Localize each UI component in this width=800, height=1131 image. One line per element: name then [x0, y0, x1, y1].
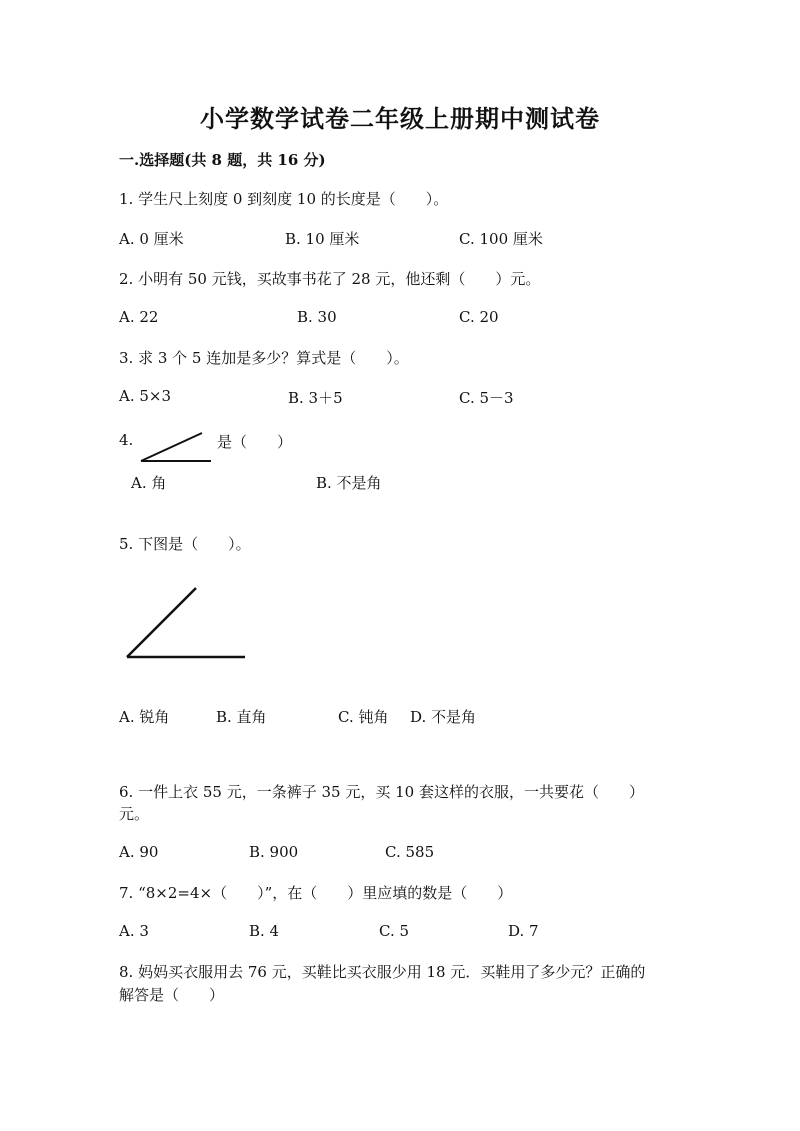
question-5-option-c[interactable]: C. 钝角: [338, 708, 389, 726]
question-7-option-c[interactable]: C. 5: [379, 922, 410, 940]
question-7-option-d[interactable]: D. 7: [508, 922, 539, 940]
question-2-option-a[interactable]: A. 22: [119, 308, 159, 326]
question-6-text-line1: 6. 一件上衣 55 元，一条裤子 35 元，买 10 套这样的衣服，一共要花（ ）: [119, 783, 644, 801]
question-5-option-d[interactable]: D. 不是角: [410, 708, 477, 726]
question-3-option-c[interactable]: C. 5－3: [459, 389, 514, 407]
question-1-text: 1. 学生尺上刻度 0 到刻度 10 的长度是（ ）。: [119, 190, 449, 208]
question-4-option-a[interactable]: A. 角: [131, 474, 167, 492]
question-4-number: 4.: [119, 431, 134, 449]
angle-ray-upper: [127, 588, 196, 657]
question-5-option-b[interactable]: B. 直角: [216, 708, 267, 726]
question-1-option-a[interactable]: A. 0 厘米: [119, 230, 184, 248]
question-4-text: 是（ ）: [217, 433, 293, 451]
question-5-option-a[interactable]: A. 锐角: [119, 708, 170, 726]
question-2-option-b[interactable]: B. 30: [297, 308, 337, 326]
question-8-text-line2: 解答是（ ）: [119, 986, 225, 1004]
question-7-text: 7. “8×2=4×（ ）”，在（ ）里应填的数是（ ）: [119, 884, 513, 902]
section-heading: 一.选择题(共 8 题，共 16 分): [119, 151, 326, 169]
question-6-option-a[interactable]: A. 90: [119, 843, 159, 861]
question-1-option-b[interactable]: B. 10 厘米: [285, 230, 360, 248]
question-7-option-a[interactable]: A. 3: [119, 922, 149, 940]
question-6-text-line2: 元。: [119, 805, 150, 823]
question-6-option-b[interactable]: B. 900: [249, 843, 299, 861]
question-2-option-c[interactable]: C. 20: [459, 308, 499, 326]
question-3-text: 3. 求 3 个 5 连加是多少？算式是（ ）。: [119, 349, 409, 367]
question-7-option-b[interactable]: B. 4: [249, 922, 280, 940]
question-4-angle-figure: [138, 430, 214, 464]
question-4-option-b[interactable]: B. 不是角: [316, 474, 382, 492]
question-2-text: 2. 小明有 50 元钱，买故事书花了 28 元，他还剩（ ）元。: [119, 270, 541, 288]
question-3-option-a[interactable]: A. 5×3: [119, 387, 172, 405]
question-3-option-b[interactable]: B. 3＋5: [288, 389, 343, 407]
page-title: 小学数学试卷二年级上册期中测试卷: [200, 104, 600, 133]
question-5-angle-figure: [124, 585, 248, 661]
question-6-option-c[interactable]: C. 585: [385, 843, 435, 861]
question-8-text-line1: 8. 妈妈买衣服用去 76 元，买鞋比买衣服少用 18 元．买鞋用了多少元？正确的: [119, 963, 646, 981]
angle-ray-upper: [141, 433, 202, 461]
question-5-text: 5. 下图是（ ）。: [119, 535, 251, 553]
question-1-option-c[interactable]: C. 100 厘米: [459, 230, 543, 248]
